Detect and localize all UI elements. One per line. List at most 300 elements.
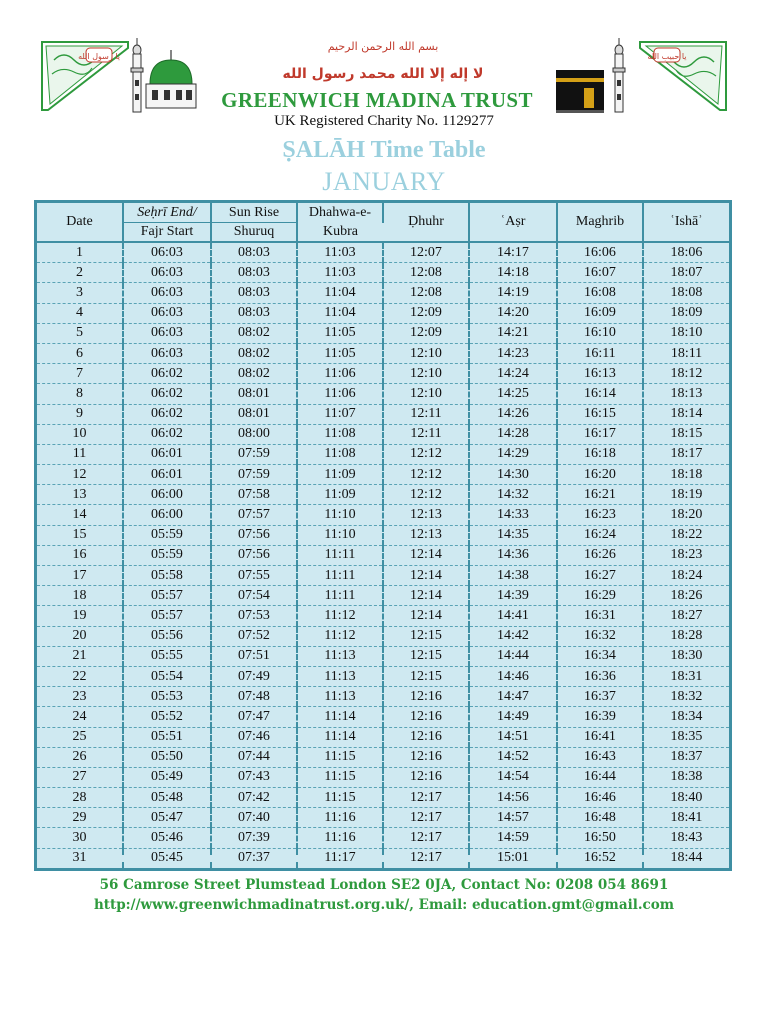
cell-dhuhr: 12:12 [383, 444, 469, 464]
cell-sunrise: 08:02 [211, 343, 297, 363]
cell-sunrise: 07:56 [211, 525, 297, 545]
cell-sehri: 05:48 [123, 788, 211, 808]
cell-dhahwa: 11:03 [297, 263, 383, 283]
header-sunrise: Sun Rise [211, 203, 297, 223]
table-row [37, 263, 729, 283]
cell-sehri: 05:51 [123, 727, 211, 747]
cell-dhuhr: 12:17 [383, 808, 469, 828]
table-row [37, 606, 729, 626]
cell-date: 1 [37, 242, 123, 263]
cell-isha: 18:09 [643, 303, 729, 323]
cell-asr: 14:47 [469, 687, 557, 707]
cell-dhuhr: 12:08 [383, 283, 469, 303]
cell-maghrib: 16:36 [557, 666, 643, 686]
cell-date: 26 [37, 747, 123, 767]
cell-sehri: 06:03 [123, 283, 211, 303]
cell-maghrib: 16:46 [557, 788, 643, 808]
header-kubra: Kubra [297, 223, 383, 243]
cell-isha: 18:26 [643, 586, 729, 606]
cell-asr: 14:51 [469, 727, 557, 747]
cell-sunrise: 08:00 [211, 424, 297, 444]
cell-date: 11 [37, 444, 123, 464]
table-row [37, 626, 729, 646]
cell-asr: 14:19 [469, 283, 557, 303]
cell-asr: 14:18 [469, 263, 557, 283]
cell-sehri: 05:58 [123, 566, 211, 586]
cell-dhahwa: 11:14 [297, 727, 383, 747]
cell-sunrise: 07:59 [211, 444, 297, 464]
cell-sunrise: 07:47 [211, 707, 297, 727]
cell-dhahwa: 11:13 [297, 666, 383, 686]
table-row [37, 727, 729, 747]
cell-sunrise: 08:03 [211, 242, 297, 263]
cell-sehri: 06:02 [123, 424, 211, 444]
cell-dhuhr: 12:17 [383, 848, 469, 868]
cell-date: 21 [37, 646, 123, 666]
cell-dhuhr: 12:16 [383, 747, 469, 767]
svg-text:بسم الله الرحمن الرحيم: بسم الله الرحمن الرحيم [327, 40, 439, 53]
footer-address: 56 Camrose Street Plumstead London SE2 0JA, Contact No: 0208 054 8691 [99, 877, 669, 893]
cell-maghrib: 16:08 [557, 283, 643, 303]
kalima-calligraphy [282, 54, 484, 88]
cell-asr: 14:41 [469, 606, 557, 626]
cell-sehri: 05:57 [123, 606, 211, 626]
table-row [37, 242, 729, 263]
cell-dhahwa: 11:16 [297, 808, 383, 828]
cell-dhuhr: 12:16 [383, 707, 469, 727]
charity-number: UK Registered Charity No. 1129277 [274, 113, 494, 129]
cell-dhahwa: 11:15 [297, 767, 383, 787]
cell-sunrise: 07:39 [211, 828, 297, 848]
table-row [37, 566, 729, 586]
cell-dhuhr: 12:11 [383, 424, 469, 444]
cell-asr: 14:44 [469, 646, 557, 666]
cell-sehri: 05:56 [123, 626, 211, 646]
cell-date: 16 [37, 545, 123, 565]
cell-maghrib: 16:48 [557, 808, 643, 828]
cell-date: 30 [37, 828, 123, 848]
cell-isha: 18:34 [643, 707, 729, 727]
cell-isha: 18:30 [643, 646, 729, 666]
cell-dhuhr: 12:16 [383, 727, 469, 747]
cell-sunrise: 07:55 [211, 566, 297, 586]
cell-sehri: 05:52 [123, 707, 211, 727]
page-title: ṢALĀH Time Table [282, 137, 486, 163]
right-panel-text: يا حبيب الله [647, 52, 687, 61]
cell-isha: 18:07 [643, 263, 729, 283]
cell-date: 2 [37, 263, 123, 283]
cell-dhahwa: 11:07 [297, 404, 383, 424]
cell-sunrise: 08:01 [211, 404, 297, 424]
header-dhuhr: Ḍhuhr [383, 203, 469, 242]
cell-isha: 18:28 [643, 626, 729, 646]
table-row [37, 303, 729, 323]
cell-sunrise: 07:48 [211, 687, 297, 707]
cell-sehri: 06:03 [123, 323, 211, 343]
cell-isha: 18:23 [643, 545, 729, 565]
cell-dhahwa: 11:09 [297, 485, 383, 505]
cell-asr: 14:52 [469, 747, 557, 767]
bismillah-calligraphy [318, 38, 448, 54]
cell-isha: 18:20 [643, 505, 729, 525]
cell-maghrib: 16:07 [557, 263, 643, 283]
cell-sehri: 06:03 [123, 263, 211, 283]
cell-asr: 14:20 [469, 303, 557, 323]
cell-dhahwa: 11:11 [297, 566, 383, 586]
cell-sunrise: 07:42 [211, 788, 297, 808]
cell-dhuhr: 12:11 [383, 404, 469, 424]
cell-date: 5 [37, 323, 123, 343]
table-row [37, 808, 729, 828]
svg-text:لا إله إلا الله محمد رسول الله: لا إله إلا الله محمد رسول الله [282, 66, 484, 82]
table-row [37, 747, 729, 767]
cell-asr: 14:54 [469, 767, 557, 787]
cell-isha: 18:43 [643, 828, 729, 848]
cell-maghrib: 16:39 [557, 707, 643, 727]
trust-name: GREENWICH MADINA TRUST [221, 88, 533, 112]
cell-date: 3 [37, 283, 123, 303]
table-row [37, 505, 729, 525]
table-row [37, 848, 729, 868]
cell-isha: 18:27 [643, 606, 729, 626]
cell-sehri: 06:02 [123, 384, 211, 404]
cell-sehri: 05:59 [123, 525, 211, 545]
cell-maghrib: 16:29 [557, 586, 643, 606]
cell-dhuhr: 12:10 [383, 343, 469, 363]
cell-maghrib: 16:14 [557, 384, 643, 404]
cell-asr: 14:42 [469, 626, 557, 646]
cell-isha: 18:32 [643, 687, 729, 707]
cell-dhahwa: 11:05 [297, 323, 383, 343]
cell-isha: 18:40 [643, 788, 729, 808]
cell-sunrise: 07:46 [211, 727, 297, 747]
cell-sehri: 06:02 [123, 404, 211, 424]
right-calligraphy-panel [638, 40, 728, 112]
cell-date: 17 [37, 566, 123, 586]
cell-dhuhr: 12:13 [383, 525, 469, 545]
cell-date: 23 [37, 687, 123, 707]
cell-isha: 18:31 [643, 666, 729, 686]
cell-asr: 15:01 [469, 848, 557, 868]
cell-sunrise: 08:02 [211, 364, 297, 384]
cell-sehri: 05:57 [123, 586, 211, 606]
cell-isha: 18:06 [643, 242, 729, 263]
cell-isha: 18:19 [643, 485, 729, 505]
table-row [37, 444, 729, 464]
cell-dhahwa: 11:04 [297, 283, 383, 303]
cell-sunrise: 07:57 [211, 505, 297, 525]
cell-dhuhr: 12:09 [383, 323, 469, 343]
cell-sunrise: 07:37 [211, 848, 297, 868]
month-title: JANUARY [322, 167, 446, 196]
cell-date: 31 [37, 848, 123, 868]
timetable-body [37, 242, 729, 868]
cell-sunrise: 07:52 [211, 626, 297, 646]
cell-date: 12 [37, 465, 123, 485]
cell-isha: 18:18 [643, 465, 729, 485]
cell-sehri: 05:47 [123, 808, 211, 828]
cell-isha: 18:35 [643, 727, 729, 747]
cell-asr: 14:17 [469, 242, 557, 263]
cell-sunrise: 08:03 [211, 303, 297, 323]
cell-maghrib: 16:44 [557, 767, 643, 787]
cell-date: 15 [37, 525, 123, 545]
cell-sunrise: 07:44 [211, 747, 297, 767]
cell-maghrib: 16:09 [557, 303, 643, 323]
cell-isha: 18:37 [643, 747, 729, 767]
cell-dhahwa: 11:05 [297, 343, 383, 363]
table-row [37, 646, 729, 666]
cell-maghrib: 16:06 [557, 242, 643, 263]
cell-maghrib: 16:13 [557, 364, 643, 384]
table-row [37, 323, 729, 343]
cell-maghrib: 16:26 [557, 545, 643, 565]
table-row [37, 525, 729, 545]
cell-sunrise: 08:01 [211, 384, 297, 404]
cell-sehri: 06:01 [123, 444, 211, 464]
cell-isha: 18:17 [643, 444, 729, 464]
cell-sehri: 06:01 [123, 465, 211, 485]
footer-web-email: http://www.greenwichmadinatrust.org.uk/, Email: education.gmt@gmail.com [93, 897, 675, 913]
table-row [37, 707, 729, 727]
table-row [37, 465, 729, 485]
cell-dhahwa: 11:13 [297, 687, 383, 707]
header-sehri-end: Seḥrī End/ [123, 203, 211, 223]
cell-asr: 14:28 [469, 424, 557, 444]
cell-isha: 18:10 [643, 323, 729, 343]
cell-maghrib: 16:21 [557, 485, 643, 505]
table-row [37, 666, 729, 686]
green-dome-icon [142, 50, 200, 110]
cell-maghrib: 16:52 [557, 848, 643, 868]
cell-sehri: 06:03 [123, 343, 211, 363]
cell-date: 6 [37, 343, 123, 363]
salah-timetable [34, 200, 732, 871]
cell-dhahwa: 11:10 [297, 525, 383, 545]
cell-maghrib: 16:23 [557, 505, 643, 525]
cell-dhahwa: 11:06 [297, 364, 383, 384]
cell-asr: 14:24 [469, 364, 557, 384]
cell-asr: 14:25 [469, 384, 557, 404]
cell-isha: 18:22 [643, 525, 729, 545]
cell-dhahwa: 11:17 [297, 848, 383, 868]
cell-dhuhr: 12:14 [383, 545, 469, 565]
cell-date: 8 [37, 384, 123, 404]
cell-asr: 14:39 [469, 586, 557, 606]
cell-isha: 18:15 [643, 424, 729, 444]
cell-sehri: 05:53 [123, 687, 211, 707]
cell-dhahwa: 11:11 [297, 545, 383, 565]
cell-sehri: 05:50 [123, 747, 211, 767]
cell-sehri: 06:00 [123, 485, 211, 505]
page-header [0, 0, 768, 200]
cell-asr: 14:30 [469, 465, 557, 485]
cell-asr: 14:36 [469, 545, 557, 565]
cell-maghrib: 16:24 [557, 525, 643, 545]
cell-sunrise: 07:40 [211, 808, 297, 828]
cell-dhahwa: 11:15 [297, 788, 383, 808]
cell-dhuhr: 12:13 [383, 505, 469, 525]
header-maghrib: Maghrib [557, 203, 643, 242]
cell-sehri: 05:45 [123, 848, 211, 868]
cell-sehri: 05:46 [123, 828, 211, 848]
left-panel-text: يا رسول الله [78, 52, 120, 61]
cell-sehri: 05:49 [123, 767, 211, 787]
cell-asr: 14:56 [469, 788, 557, 808]
cell-dhuhr: 12:14 [383, 566, 469, 586]
cell-asr: 14:46 [469, 666, 557, 686]
cell-maghrib: 16:50 [557, 828, 643, 848]
cell-date: 25 [37, 727, 123, 747]
cell-isha: 18:13 [643, 384, 729, 404]
table-row [37, 384, 729, 404]
table-row [37, 283, 729, 303]
cell-isha: 18:11 [643, 343, 729, 363]
cell-isha: 18:08 [643, 283, 729, 303]
cell-dhahwa: 11:09 [297, 465, 383, 485]
cell-sunrise: 07:58 [211, 485, 297, 505]
cell-dhahwa: 11:13 [297, 646, 383, 666]
cell-sunrise: 07:51 [211, 646, 297, 666]
cell-date: 29 [37, 808, 123, 828]
cell-maghrib: 16:10 [557, 323, 643, 343]
cell-dhahwa: 11:11 [297, 586, 383, 606]
table-row [37, 788, 729, 808]
cell-maghrib: 16:37 [557, 687, 643, 707]
left-calligraphy-panel [40, 40, 130, 112]
cell-asr: 14:32 [469, 485, 557, 505]
cell-date: 20 [37, 626, 123, 646]
cell-maghrib: 16:31 [557, 606, 643, 626]
cell-dhuhr: 12:15 [383, 626, 469, 646]
cell-dhahwa: 11:15 [297, 747, 383, 767]
cell-asr: 14:57 [469, 808, 557, 828]
cell-sunrise: 08:03 [211, 263, 297, 283]
cell-isha: 18:44 [670, 850, 703, 866]
cell-dhuhr: 12:12 [383, 465, 469, 485]
cell-asr: 14:21 [469, 323, 557, 343]
cell-sehri: 05:59 [123, 545, 211, 565]
cell-date: 27 [37, 767, 123, 787]
cell-date: 22 [37, 666, 123, 686]
cell-dhahwa: 11:08 [297, 444, 383, 464]
cell-asr: 14:59 [469, 828, 557, 848]
header-asr: ʿAṣr [469, 203, 557, 242]
header-dhahwa: Dhahwa-e- [297, 203, 383, 223]
cell-dhuhr: 12:17 [383, 828, 469, 848]
cell-dhuhr: 12:07 [383, 242, 469, 263]
table-row [37, 545, 729, 565]
cell-dhuhr: 12:15 [383, 666, 469, 686]
cell-maghrib: 16:32 [557, 626, 643, 646]
cell-asr: 14:29 [469, 444, 557, 464]
kaaba-icon [554, 66, 606, 114]
cell-dhuhr: 12:17 [383, 788, 469, 808]
cell-date: 24 [37, 707, 123, 727]
cell-maghrib: 16:20 [557, 465, 643, 485]
cell-dhuhr: 12:10 [383, 364, 469, 384]
cell-sehri: 06:00 [123, 505, 211, 525]
table-row [37, 424, 729, 444]
cell-asr: 14:33 [469, 505, 557, 525]
header-fajr-start: Fajr Start [123, 223, 211, 243]
cell-sunrise: 07:49 [211, 666, 297, 686]
cell-date: 9 [37, 404, 123, 424]
table-row [37, 687, 729, 707]
cell-dhuhr: 12:12 [383, 485, 469, 505]
cell-dhuhr: 12:08 [383, 263, 469, 283]
cell-sehri: 06:02 [123, 364, 211, 384]
table-row [37, 828, 729, 848]
cell-asr: 14:23 [469, 343, 557, 363]
cell-maghrib: 16:41 [557, 727, 643, 747]
cell-dhuhr: 12:15 [383, 646, 469, 666]
table-row [37, 485, 729, 505]
cell-isha: 18:24 [643, 566, 729, 586]
header-isha: ʿIshāʾ [643, 203, 729, 242]
cell-dhahwa: 11:06 [297, 384, 383, 404]
header-date: Date [37, 203, 123, 242]
cell-date: 14 [37, 505, 123, 525]
cell-dhahwa: 11:10 [297, 505, 383, 525]
cell-isha: 18:38 [643, 767, 729, 787]
cell-date: 18 [37, 586, 123, 606]
table-row [37, 586, 729, 606]
cell-maghrib: 16:15 [557, 404, 643, 424]
cell-sunrise: 08:03 [211, 283, 297, 303]
cell-dhahwa: 11:14 [297, 707, 383, 727]
table-row [37, 404, 729, 424]
cell-asr: 14:26 [469, 404, 557, 424]
cell-isha: 18:14 [643, 404, 729, 424]
cell-asr: 14:38 [469, 566, 557, 586]
cell-sunrise: 08:02 [211, 323, 297, 343]
right-minaret-icon [610, 38, 628, 114]
cell-dhuhr: 12:10 [383, 384, 469, 404]
header-shuruq: Shuruq [211, 223, 297, 243]
cell-dhahwa: 11:04 [297, 303, 383, 323]
cell-sehri: 05:54 [123, 666, 211, 686]
cell-dhuhr: 12:09 [383, 303, 469, 323]
cell-maghrib: 16:43 [557, 747, 643, 767]
cell-sunrise: 07:43 [211, 767, 297, 787]
cell-maghrib: 16:34 [557, 646, 643, 666]
cell-dhahwa: 11:16 [297, 828, 383, 848]
cell-dhuhr: 12:14 [383, 606, 469, 626]
cell-dhahwa: 11:03 [297, 242, 383, 263]
cell-maghrib: 16:11 [557, 343, 643, 363]
table-row [37, 767, 729, 787]
cell-sunrise: 07:59 [211, 465, 297, 485]
cell-date: 28 [37, 788, 123, 808]
cell-sehri: 05:55 [123, 646, 211, 666]
cell-dhahwa: 11:12 [297, 606, 383, 626]
cell-date: 10 [37, 424, 123, 444]
table-row [37, 364, 729, 384]
cell-sunrise: 07:56 [211, 545, 297, 565]
cell-date: 4 [37, 303, 123, 323]
cell-date: 7 [37, 364, 123, 384]
cell-isha: 18:12 [643, 364, 729, 384]
cell-asr: 14:35 [469, 525, 557, 545]
cell-sehri: 06:03 [123, 303, 211, 323]
cell-dhuhr: 12:16 [383, 767, 469, 787]
cell-date: 19 [37, 606, 123, 626]
cell-dhuhr: 12:14 [383, 586, 469, 606]
cell-maghrib: 16:27 [557, 566, 643, 586]
cell-isha: 18:41 [643, 808, 729, 828]
cell-dhahwa: 11:12 [297, 626, 383, 646]
